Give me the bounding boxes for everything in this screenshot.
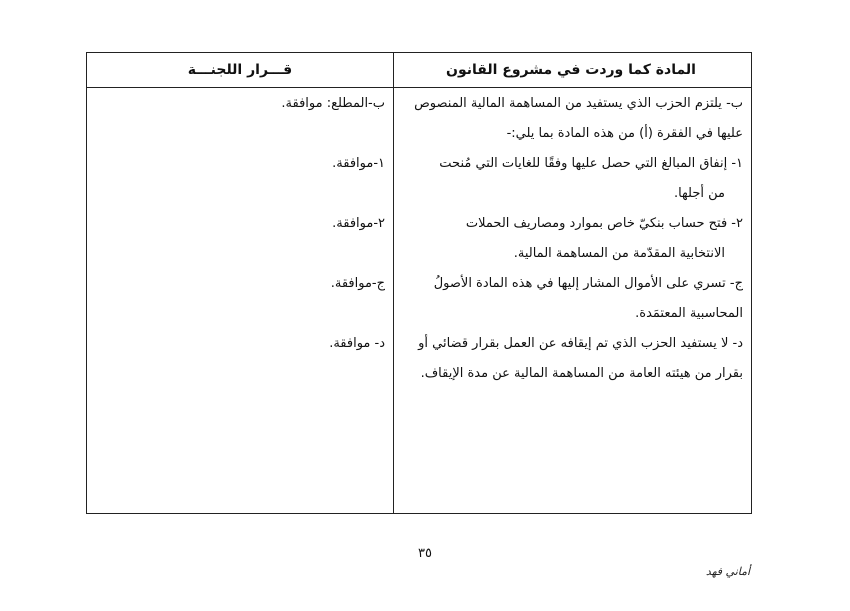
article-line: المحاسبية المعتمَدة. — [635, 306, 743, 321]
decision-line: ٢-موافقة. — [332, 216, 385, 231]
decision-line — [95, 299, 385, 329]
article-line: الانتخابية المقدّمة من المساهمة المالية. — [513, 246, 725, 261]
decision-line — [95, 359, 385, 389]
article-line: ج- تسري على الأموال المشار إليها في هذه المادة الأصولُ — [433, 276, 743, 291]
decision-line: ١-موافقة. — [332, 156, 385, 171]
decision-line — [95, 119, 385, 149]
article-line: من أجلها. — [673, 186, 725, 201]
handwritten-signature: أماني فهد — [705, 565, 751, 578]
article-line: ٢- فتح حساب بنكيّ خاص بموارد ومصاريف الحملات — [465, 216, 743, 231]
header-article-column: المادة كما وردت في مشروع القانون — [446, 62, 696, 78]
header-committee-decision-column: قـــرار اللجنـــة — [187, 62, 293, 78]
decision-line — [95, 239, 385, 269]
document-table — [86, 52, 752, 514]
article-line: ب- يلتزم الحزب الذي يستفيد من المساهمة المالية المنصوص — [414, 96, 743, 111]
article-line: عليها في الفقرة (أ) من هذه المادة بما يلي:- — [506, 126, 743, 141]
committee-decision-column — [87, 87, 393, 513]
decision-line: ب-المطلع: موافقة. — [281, 96, 385, 111]
page-number: ٣٥ — [418, 546, 432, 561]
article-line: د- لا يستفيد الحزب الذي تم إيقافه عن العمل بقرار قضائي أو — [418, 336, 743, 351]
decision-line: د- موافقة. — [329, 336, 385, 351]
decision-line — [95, 179, 385, 209]
article-line: بقرار من هيئته العامة من المساهمة المالية عن مدة الإيقاف. — [420, 366, 743, 381]
article-text-column — [391, 87, 751, 513]
article-line: ١- إنفاق المبالغ التي حصل عليها وفقًا للغايات التي مُنحت — [439, 156, 743, 171]
decision-line: ج-موافقة. — [330, 276, 385, 291]
table-header-row — [87, 53, 751, 88]
